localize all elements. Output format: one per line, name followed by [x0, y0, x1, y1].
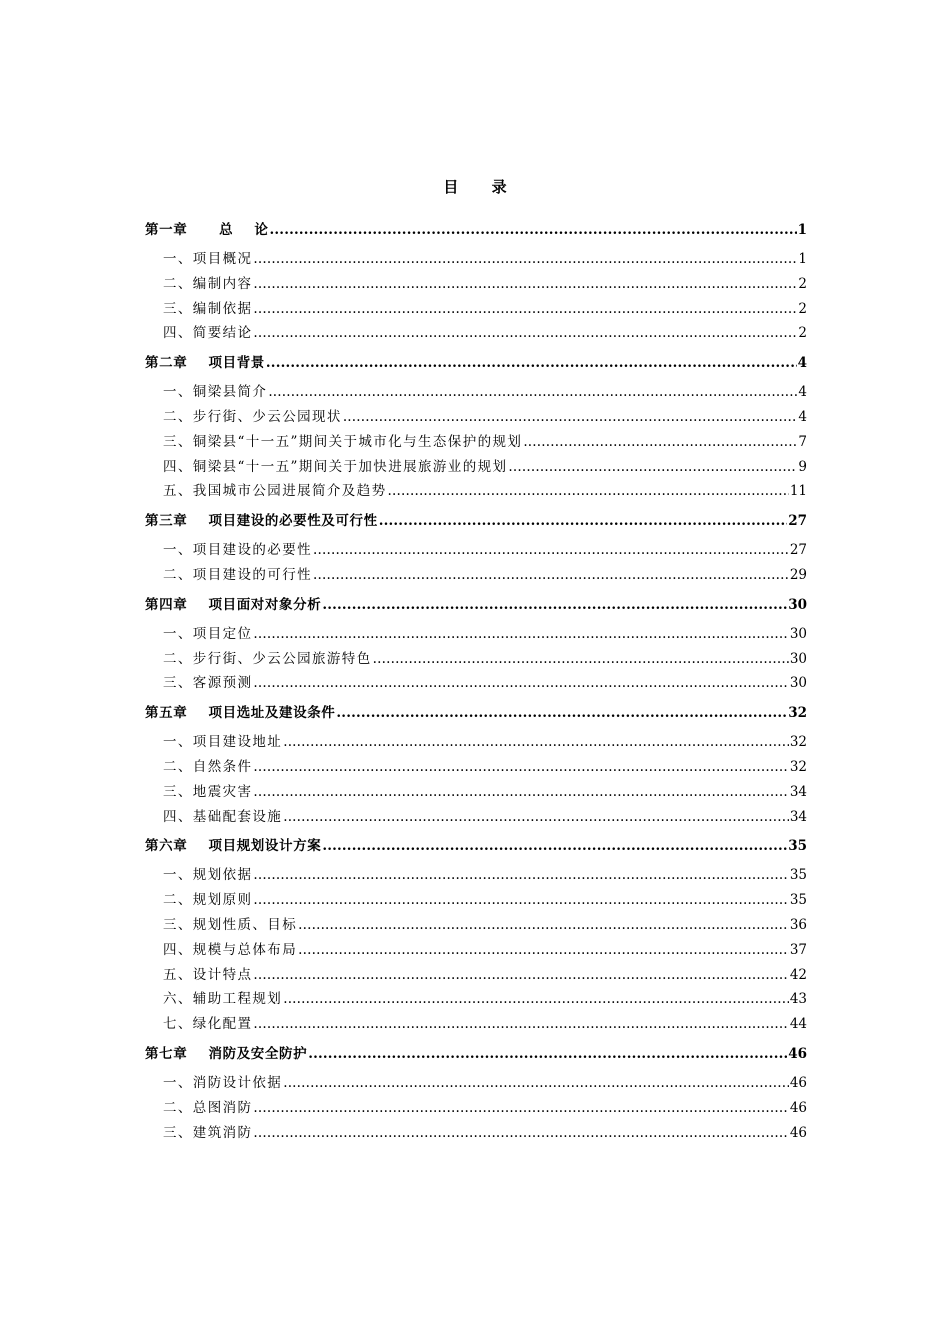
toc-chapter[interactable] — [145, 696, 807, 730]
toc-page-number: 4 — [798, 384, 807, 401]
toc-section[interactable] — [145, 455, 807, 480]
toc-section-label: 一、消防设计依据 — [163, 1074, 283, 1091]
toc-page-number: 11 — [789, 483, 807, 500]
toc-section[interactable] — [145, 780, 807, 805]
toc-section-label: 三、铜梁县“十一五”期间关于城市化与生态保护的规划 — [163, 433, 523, 450]
toc-page-number: 44 — [789, 1016, 807, 1033]
toc-section[interactable] — [145, 963, 807, 988]
toc-page-number: 27 — [788, 513, 807, 530]
toc-leader-dots — [283, 987, 789, 1012]
toc-section-label: 四、简要结论 — [163, 325, 253, 342]
toc-page-number: 46 — [789, 1124, 807, 1141]
toc-section-label: 一、项目建设地址 — [163, 734, 283, 751]
toc-chapter-label: 第一章 总 论 — [145, 222, 269, 238]
toc-section[interactable] — [145, 671, 807, 696]
toc-page-number: 4 — [798, 408, 807, 425]
toc-section[interactable] — [145, 538, 807, 563]
toc-leader-dots — [508, 455, 797, 480]
toc-chapter-label: 第四章 项目面对对象分析 — [145, 596, 322, 613]
toc-chapter[interactable] — [145, 213, 807, 247]
toc-page-number: 4 — [797, 355, 807, 372]
toc-leader-dots — [373, 647, 789, 672]
toc-page-number: 35 — [788, 838, 807, 855]
toc-section-label: 一、项目建设的必要性 — [163, 542, 312, 559]
toc-chapter-label: 第三章 项目建设的必要性及可行性 — [145, 513, 378, 530]
toc-page-number: 32 — [789, 758, 807, 775]
toc-page-number: 1 — [798, 251, 807, 267]
toc-section-label: 二、步行街、少云公园现状 — [163, 408, 342, 425]
toc-leader-dots — [283, 1071, 789, 1096]
toc-page-number: 30 — [788, 596, 807, 613]
toc-leader-dots — [308, 1037, 787, 1071]
toc-section-label: 二、步行街、少云公园旅游特色 — [163, 650, 372, 667]
toc-section-label: 三、规划性质、目标 — [163, 916, 298, 933]
toc-page-number: 7 — [798, 433, 807, 450]
toc-page-number: 46 — [789, 1099, 807, 1116]
toc-page-number: 2 — [798, 275, 807, 292]
toc-page-number: 35 — [789, 867, 807, 884]
toc-leader-dots — [283, 730, 789, 755]
toc-section-label: 二、编制内容 — [163, 275, 253, 292]
toc-leader-dots — [253, 1096, 788, 1121]
toc-chapter-label: 第六章 项目规划设计方案 — [145, 838, 322, 855]
toc-leader-dots — [253, 1012, 788, 1037]
toc-leader-dots — [388, 479, 789, 504]
toc-page-number: 46 — [789, 1074, 807, 1091]
toc-leader-dots — [253, 321, 797, 346]
toc-section[interactable] — [145, 888, 807, 913]
toc-leader-dots — [313, 538, 789, 563]
toc-section[interactable] — [145, 938, 807, 963]
toc-page-number: 9 — [798, 458, 807, 475]
toc-section[interactable] — [145, 1096, 807, 1121]
toc-section[interactable] — [145, 297, 807, 322]
toc-leader-dots — [298, 938, 789, 963]
toc-page-number: 1 — [797, 222, 807, 238]
toc-section-label: 一、项目定位 — [163, 625, 253, 642]
toc-section[interactable] — [145, 913, 807, 938]
toc-page-number: 30 — [789, 675, 807, 692]
toc-page-number: 32 — [788, 705, 807, 722]
toc-section[interactable] — [145, 479, 807, 504]
toc-leader-dots — [379, 504, 788, 538]
toc-section[interactable] — [145, 647, 807, 672]
toc-leader-dots — [253, 1121, 788, 1146]
toc-section[interactable] — [145, 272, 807, 297]
toc-section-label: 七、绿化配置 — [163, 1016, 253, 1033]
toc-section[interactable] — [145, 430, 807, 455]
toc-leader-dots — [253, 297, 797, 322]
toc-leader-dots — [253, 863, 788, 888]
toc-section[interactable] — [145, 1121, 807, 1146]
toc-leader-dots — [336, 696, 787, 730]
toc-chapter-label: 第二章 项目背景 — [145, 355, 265, 372]
toc-leader-dots — [266, 346, 797, 380]
toc-chapter-label: 第五章 项目选址及建设条件 — [145, 705, 336, 722]
toc-chapter-label: 第七章 消防及安全防护 — [145, 1045, 308, 1062]
toc-section-label: 六、辅助工程规划 — [163, 991, 283, 1008]
toc-section[interactable] — [145, 321, 807, 346]
toc-section-label: 一、项目概况 — [163, 251, 253, 267]
toc-chapter[interactable] — [145, 1037, 807, 1071]
toc-leader-dots — [298, 913, 789, 938]
toc-leader-dots — [283, 805, 789, 830]
toc-section-label: 五、设计特点 — [163, 966, 253, 983]
toc-page-number: 34 — [789, 783, 807, 800]
toc-section[interactable] — [145, 1012, 807, 1037]
toc-section[interactable] — [145, 1071, 807, 1096]
toc-leader-dots — [253, 671, 788, 696]
toc-leader-dots — [253, 780, 788, 805]
toc-section-label: 三、客源预测 — [163, 675, 253, 692]
toc-leader-dots — [253, 272, 797, 297]
toc-leader-dots — [523, 430, 797, 455]
toc-leader-dots — [322, 588, 787, 622]
toc-section[interactable] — [145, 405, 807, 430]
toc-leader-dots — [253, 247, 797, 272]
toc-section-label: 一、规划依据 — [163, 867, 253, 884]
toc-page-number: 37 — [789, 941, 807, 958]
toc-section[interactable] — [145, 563, 807, 588]
toc-page-number: 36 — [789, 916, 807, 933]
toc-page-number: 32 — [789, 734, 807, 751]
table-of-contents — [145, 213, 807, 1145]
toc-leader-dots — [253, 755, 788, 780]
toc-leader-dots — [253, 622, 788, 647]
toc-page-number: 2 — [798, 300, 807, 317]
toc-section-label: 三、编制依据 — [163, 300, 253, 317]
toc-leader-dots — [268, 380, 797, 405]
toc-page-number: 46 — [788, 1045, 807, 1062]
toc-section-label: 二、自然条件 — [163, 758, 253, 775]
toc-section-label: 二、项目建设的可行性 — [163, 566, 312, 583]
toc-page-number: 29 — [789, 566, 807, 583]
toc-leader-dots — [253, 963, 788, 988]
toc-leader-dots — [313, 563, 789, 588]
toc-section-label: 三、地震灾害 — [163, 783, 253, 800]
toc-page-number: 30 — [789, 650, 807, 667]
toc-page-number: 43 — [789, 991, 807, 1008]
toc-section-label: 四、基础配套设施 — [163, 808, 283, 825]
toc-chapter[interactable] — [145, 829, 807, 863]
toc-page-number: 2 — [798, 325, 807, 342]
toc-page-number: 42 — [789, 966, 807, 983]
toc-leader-dots — [270, 213, 797, 247]
toc-section[interactable] — [145, 730, 807, 755]
toc-page-number: 30 — [789, 625, 807, 642]
toc-section-label: 三、建筑消防 — [163, 1124, 253, 1141]
toc-chapter[interactable] — [145, 504, 807, 538]
toc-section-label: 四、铜梁县“十一五”期间关于加快进展旅游业的规划 — [163, 458, 508, 475]
toc-page-number: 27 — [789, 542, 807, 559]
toc-section[interactable] — [145, 622, 807, 647]
toc-chapter[interactable] — [145, 588, 807, 622]
toc-section[interactable] — [145, 380, 807, 405]
toc-section-label: 五、我国城市公园进展简介及趋势 — [163, 483, 387, 500]
toc-page-number: 34 — [789, 808, 807, 825]
toc-section[interactable] — [145, 755, 807, 780]
page-title: 目 录 — [443, 178, 521, 196]
toc-section-label: 二、规划原则 — [163, 892, 253, 909]
toc-section[interactable] — [145, 247, 807, 272]
toc-leader-dots — [343, 405, 798, 430]
toc-section-label: 二、总图消防 — [163, 1099, 253, 1116]
toc-section[interactable] — [145, 987, 807, 1012]
toc-leader-dots — [253, 888, 788, 913]
toc-section[interactable] — [145, 805, 807, 830]
toc-section[interactable] — [145, 863, 807, 888]
toc-section-label: 四、规模与总体布局 — [163, 941, 298, 958]
toc-chapter[interactable] — [145, 346, 807, 380]
toc-leader-dots — [322, 829, 787, 863]
toc-page-number: 35 — [789, 892, 807, 909]
toc-section-label: 一、铜梁县简介 — [163, 384, 268, 401]
